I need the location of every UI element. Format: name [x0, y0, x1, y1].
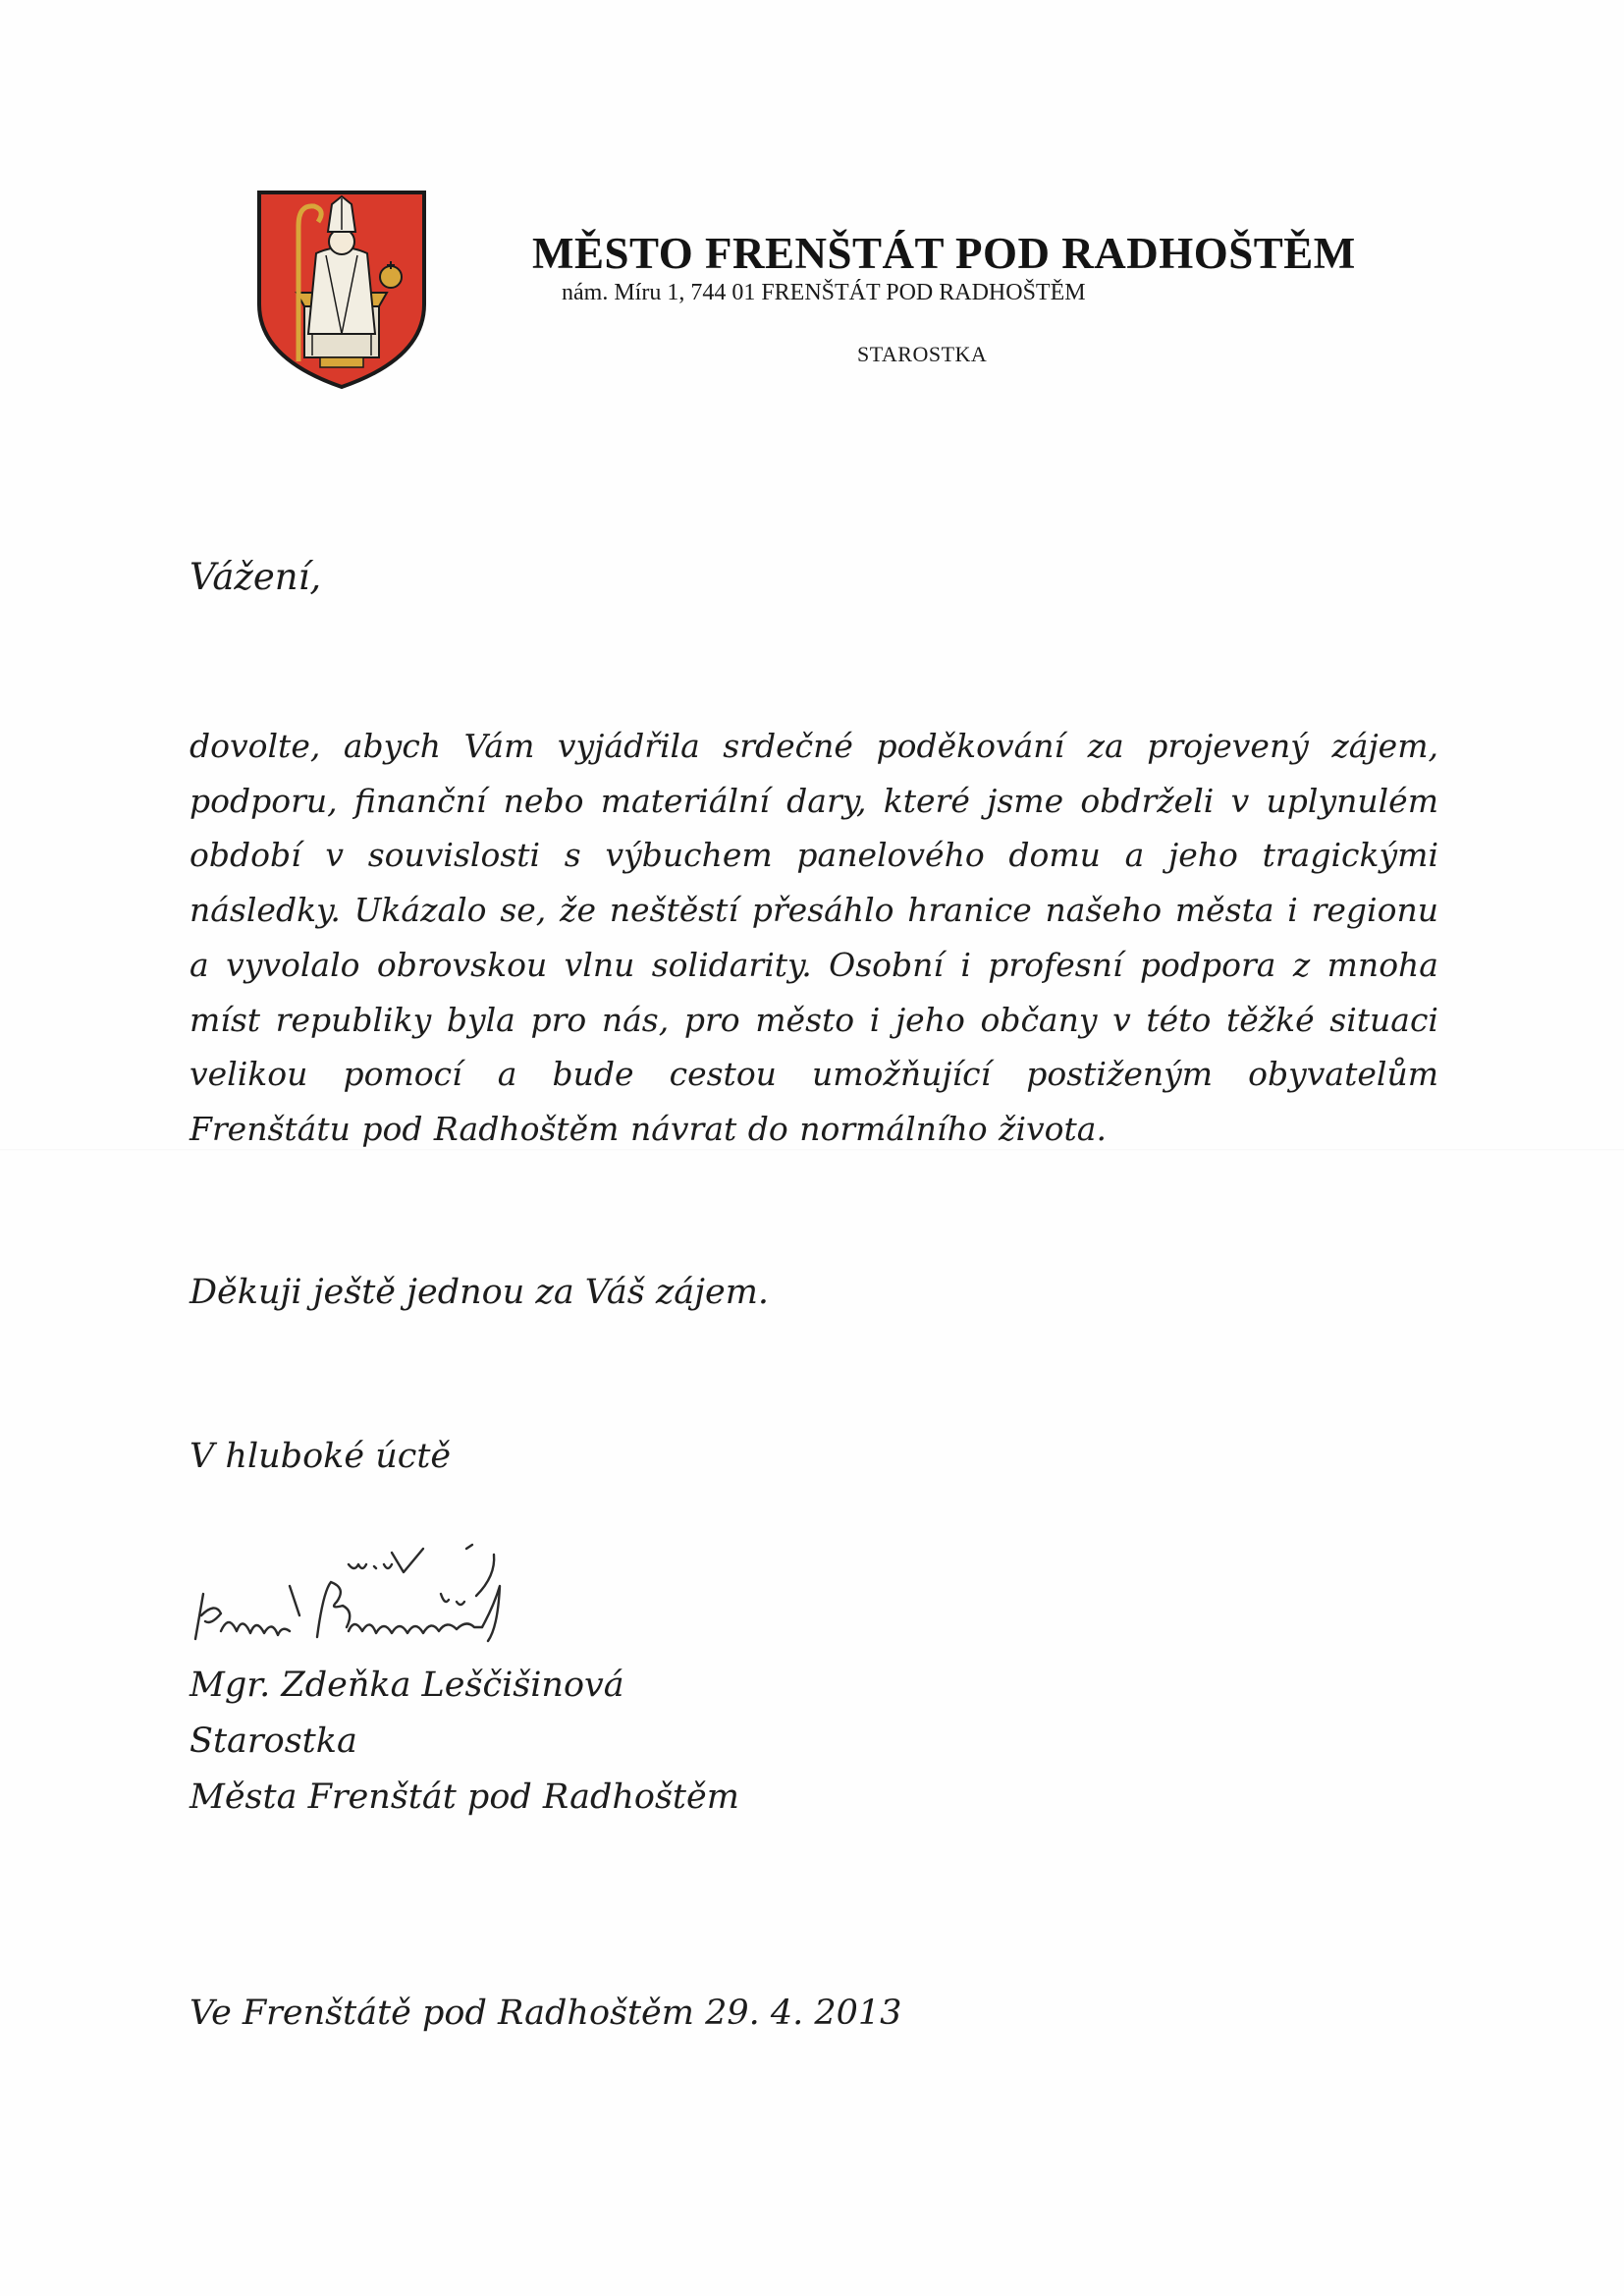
signer-office: Města Frenštát pod Radhoštěm — [189, 1777, 739, 1817]
signer-block — [189, 1658, 739, 1826]
signer-name: Mgr. Zdeňka Leščišinová — [189, 1666, 624, 1705]
signer-role: Starostka — [189, 1722, 357, 1761]
letterhead-title: MĚSTO FRENŠTÁT POD RADHOŠTĚM — [532, 229, 1356, 278]
closing-regards: V hluboké úctě — [189, 1437, 452, 1476]
closing-thanks: Děkuji ještě jednou za Váš zájem. — [189, 1273, 770, 1312]
coat-of-arms-icon — [253, 187, 430, 393]
place-and-date: Ve Frenštátě pod Radhoštěm 29. 4. 2013 — [189, 1994, 902, 2033]
letter-body: dovolte, abych Vám vyjádřila srdečné poděkování za projevený zájem, podporu, finanční nebo materiální dary, které jsme obdrželi v uplynulém období v souvislosti s výbuchem panelového domu a jeho tragickými následky. Ukázalo se, že neštěstí přesáhlo hranice našeho města i regionu a vyvolalo obrovskou vlnu solidarity. Osobní i profesní podpora z mnoha míst republiky byla pro nás, pro město i jeho občany v této těžké situaci velikou pomocí a bude cestou umožňující postiženým obyvatelům Frenštátu pod Radhoštěm návrat do normálního života. — [189, 727, 1438, 1148]
letterhead-role: STAROSTKA — [857, 342, 988, 366]
handwritten-signature-icon — [182, 1537, 673, 1655]
salutation: Vážení, — [189, 556, 322, 598]
letterhead-address: nám. Míru 1, 744 01 FRENŠTÁT POD RADHOŠTĚM — [562, 280, 1086, 305]
